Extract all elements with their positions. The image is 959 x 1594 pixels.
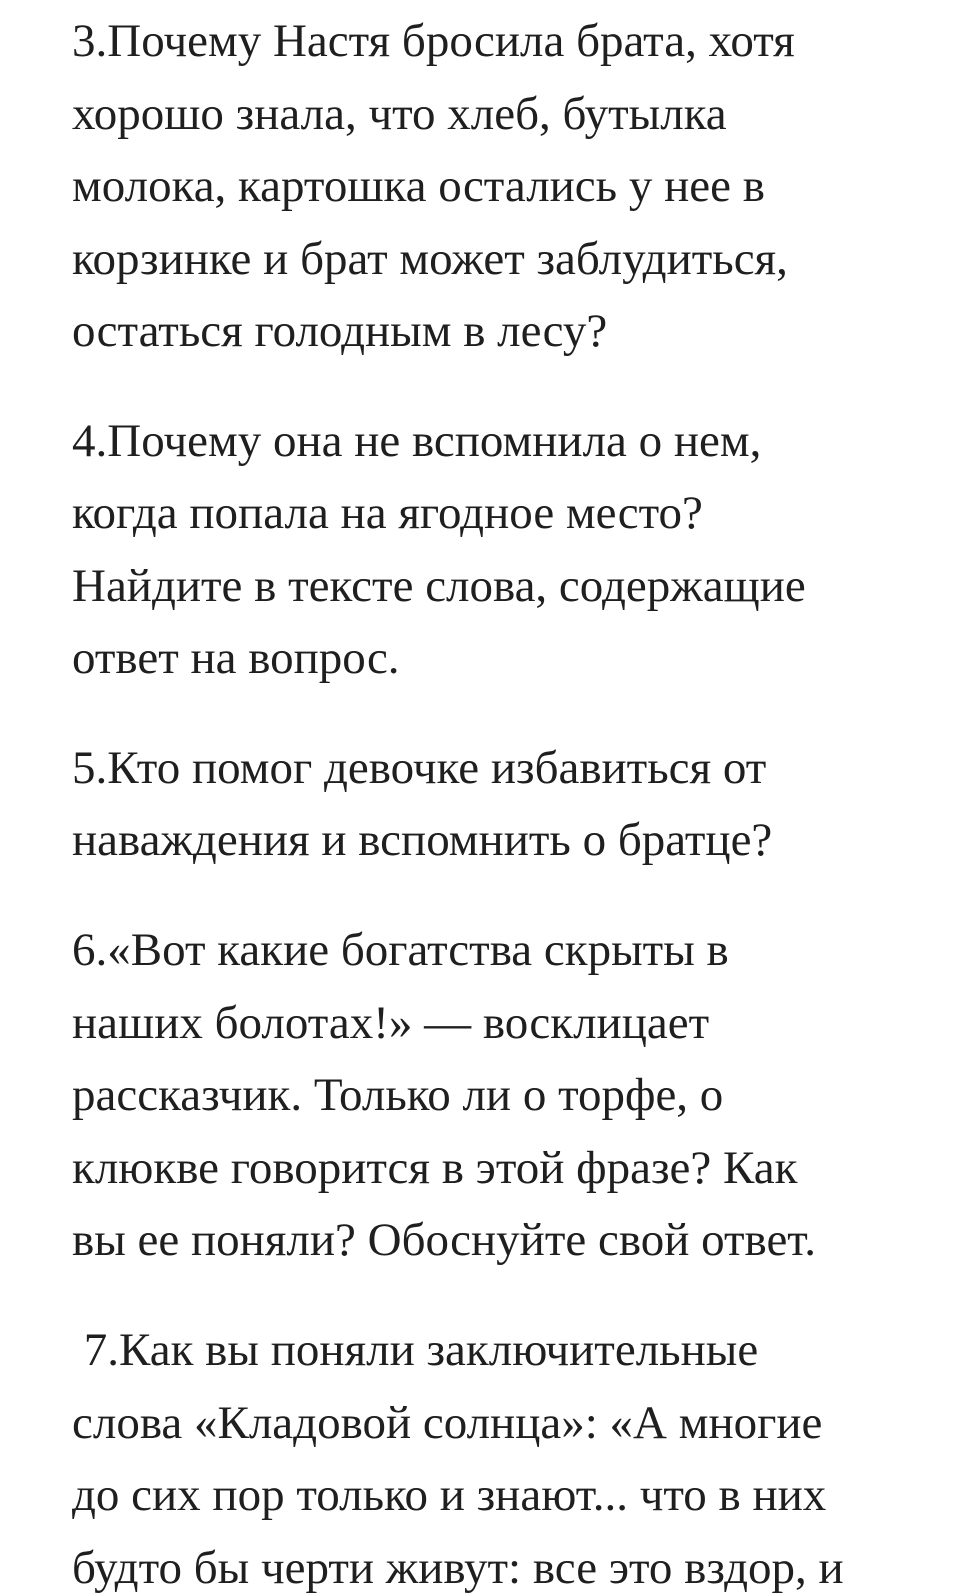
question-4-line-3: Найдите в тексте слова, содержащие (72, 560, 806, 612)
question-6-line-2: наших болотах!» — восклицает (72, 997, 710, 1049)
question-3-line-2: хорошо знала, что хлеб, бутылка (72, 88, 727, 140)
question-7-line-2: слова «Кладовой солнца»: «А многие (72, 1397, 823, 1449)
question-7-line-1: 7.Как вы поняли заключительные (72, 1324, 759, 1376)
question-6-line-3: рассказчик. Только ли о торфе, о (72, 1069, 724, 1121)
question-7-line-4: будто бы черти живут: все это вздор, и (72, 1542, 844, 1594)
question-7-line-3: до сих пор только и знают... что в них (72, 1469, 827, 1521)
question-4-line-4: ответ на вопрос. (72, 632, 400, 684)
question-4-line-2: когда попала на ягодное место? (72, 487, 703, 539)
question-3-line-5: остаться голодным в лесу? (72, 305, 608, 357)
question-3-line-4: корзинке и брат может заблудиться, (72, 233, 788, 285)
question-6-line-4: клюкве говорится в этой фразе? Как (72, 1142, 798, 1194)
question-6-line-1: 6.«Вот какие богатства скрыты в (72, 924, 729, 976)
question-3-line-3: молока, картошка остались у нее в (72, 160, 765, 212)
question-6-line-5: вы ее поняли? Обоснуйте свой ответ. (72, 1214, 817, 1266)
question-5-line-1: 5.Кто помог девочке избавиться от (72, 742, 767, 794)
question-4-line-1: 4.Почему она не вспомнила о нем, (72, 415, 762, 467)
question-3-line-1: 3.Почему Настя бросила брата, хотя (72, 15, 795, 67)
question-5-line-2: наваждения и вспомнить о братце? (72, 814, 773, 866)
